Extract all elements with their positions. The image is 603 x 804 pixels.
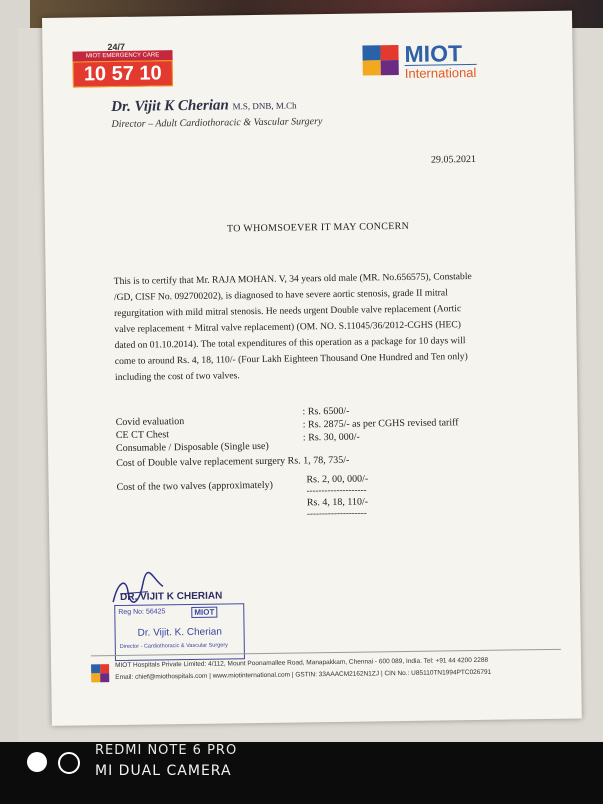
ct-label: CE CT Chest	[115, 429, 170, 442]
stamp-role: Director - Cardiothoracic & Vascular Surgery	[119, 642, 228, 650]
valves-label: Cost of the two valves (approximately)	[116, 479, 273, 494]
watermark-device: REDMI NOTE 6 PRO	[95, 743, 238, 758]
stamp-brand: MIOT	[191, 607, 217, 618]
ct-value: : Rs. 2875/- as per CGHS revised tariff	[302, 417, 459, 431]
brand-sub: International	[404, 64, 477, 81]
valves-value: Rs. 2, 00, 000/-	[306, 473, 369, 486]
body-line: regurgitation with mild mitral stenosis. He needs urgent Double valve replacement (Aortic	[114, 303, 462, 320]
watermark-camera: MI DUAL CAMERA	[95, 763, 232, 779]
consumable-value: : Rs. 30, 000/-	[302, 431, 360, 444]
surgery-cost-line: Cost of Double valve replacement surgery Rs. 1, 78, 735/-	[116, 454, 350, 470]
doctor-name-text: Dr. Vijit K Cherian	[111, 97, 229, 116]
doctor-role: Director – Adult Cardiothoracic & Vascular Surgery	[111, 116, 323, 131]
stamp-reg: Reg No: 56425	[118, 608, 166, 616]
covid-label: Covid evaluation	[115, 416, 185, 429]
letter-sheet	[42, 11, 582, 726]
body-line: dated on 01.10.2014). The total expenditures of this operation as a package for 10 days will	[114, 335, 466, 352]
camera-dot-icon	[27, 752, 47, 772]
miot-logo	[362, 42, 503, 84]
divider-dashes: --------------------	[306, 507, 367, 519]
body-line: come to around Rs. 4, 18, 110/- (Four Lakh Eighteen Thousand One Hundred and Ten only)	[114, 351, 468, 368]
footer-logo-icon	[91, 664, 109, 682]
camera-bar	[0, 742, 603, 804]
doctor-name	[111, 96, 297, 116]
letter-date: 29.05.2021	[430, 153, 477, 166]
emergency-tag: 24/7	[107, 41, 126, 53]
letter-body	[114, 269, 501, 386]
doctor-degrees: M.S, DNB, M.Ch	[232, 100, 297, 112]
divider-dashes: --------------------	[306, 484, 367, 496]
footer-address: MIOT Hospitals Private Limited: 4/112, Mount Poonamallee Road, Manapakkam, Chennai - 600 089, India. Tel: +91 44 4200 2288	[114, 656, 489, 670]
emergency-care-logo	[72, 41, 173, 89]
signed-name: DR. VIJIT K CHERIAN	[120, 590, 223, 603]
total-value: Rs. 4, 18, 110/-	[306, 496, 369, 509]
body-line: including the cost of two valves.	[114, 370, 240, 384]
consumable-label: Consumable / Disposable (Single use)	[115, 440, 269, 455]
doctor-stamp	[114, 603, 245, 661]
body-line: This is to certify that Mr. RAJA MOHAN. V, 34 years old male (MR. No.656575), Constable	[113, 271, 472, 288]
stamp-name: Dr. Vijit. K. Cherian	[137, 626, 222, 639]
brand-name: MIOT	[404, 40, 463, 67]
covid-value: : Rs. 6500/-	[302, 405, 350, 418]
miot-logo-mark-icon	[362, 45, 398, 75]
body-line: valve replacement + Mitral valve replacement) (OM. NO. S.11045/36/2012-CGHS (HEC)	[114, 319, 462, 336]
footer-contact: Email: chief@miothospitals.com | www.miotinternational.com | GSTIN: 33AAACM2162N1ZJ | CIN No.: U85110TN1994PTC026791	[115, 668, 492, 682]
letter-subject: TO WHOMSOEVER IT MAY CONCERN	[226, 220, 410, 235]
emergency-title: MIOT EMERGENCY CARE	[72, 50, 172, 61]
camera-ring-icon	[58, 752, 80, 774]
body-line: /GD, CISF No. 092700202), is diagnosed to have severe aortic stenosis, grade II mitral	[113, 287, 448, 304]
emergency-number: 10 57 10	[73, 60, 173, 87]
